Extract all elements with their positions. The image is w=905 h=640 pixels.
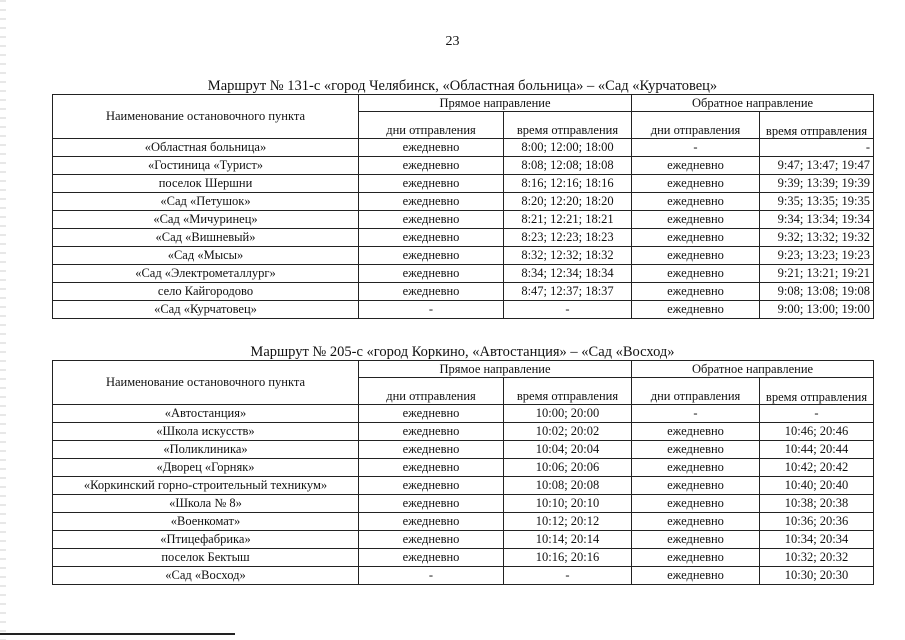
backward-days-cell: ежедневно <box>632 283 760 301</box>
backward-days-cell: ежедневно <box>632 211 760 229</box>
stop-name-cell: «Автостанция» <box>53 405 359 423</box>
route-205-rows <box>53 405 874 585</box>
backward-time-cell: 9:00; 13:00; 19:00 <box>760 301 874 319</box>
stop-name-cell: «Школа искусств» <box>53 423 359 441</box>
forward-time-cell: - <box>504 301 632 319</box>
header-forward-direction: Прямое направление <box>359 95 632 112</box>
backward-time-cell: 9:35; 13:35; 19:35 <box>760 193 874 211</box>
forward-time-cell: 10:00; 20:00 <box>504 405 632 423</box>
table-row <box>53 567 874 585</box>
route-131-section <box>52 78 873 319</box>
forward-days-cell: ежедневно <box>359 157 504 175</box>
forward-days-cell: ежедневно <box>359 247 504 265</box>
backward-time-cell: 9:21; 13:21; 19:21 <box>760 265 874 283</box>
page-bottom-rule <box>0 633 235 635</box>
forward-days-cell: ежедневно <box>359 193 504 211</box>
route-131-rows <box>53 139 874 319</box>
forward-days-cell: ежедневно <box>359 405 504 423</box>
forward-time-cell: - <box>504 567 632 585</box>
backward-time-cell: 10:42; 20:42 <box>760 459 874 477</box>
backward-time-cell: 9:39; 13:39; 19:39 <box>760 175 874 193</box>
backward-days-cell: ежедневно <box>632 477 760 495</box>
forward-time-cell: 8:32; 12:32; 18:32 <box>504 247 632 265</box>
forward-time-cell: 8:34; 12:34; 18:34 <box>504 265 632 283</box>
header-backward-days: дни отправления <box>632 378 760 405</box>
stop-name-cell: «Коркинский горно-строительный техникум» <box>53 477 359 495</box>
table-row <box>53 175 874 193</box>
forward-time-cell: 10:04; 20:04 <box>504 441 632 459</box>
forward-days-cell: ежедневно <box>359 229 504 247</box>
forward-time-cell: 10:12; 20:12 <box>504 513 632 531</box>
backward-time-cell: 9:08; 13:08; 19:08 <box>760 283 874 301</box>
stop-name-cell: «Школа № 8» <box>53 495 359 513</box>
table-row <box>53 513 874 531</box>
forward-time-cell: 10:16; 20:16 <box>504 549 632 567</box>
table-row <box>53 549 874 567</box>
backward-days-cell: ежедневно <box>632 229 760 247</box>
forward-time-cell: 8:16; 12:16; 18:16 <box>504 175 632 193</box>
stop-name-cell: «Поликлиника» <box>53 441 359 459</box>
header-backward-direction: Обратное направление <box>632 95 874 112</box>
header-stop-name: Наименование остановочного пункта <box>53 361 359 405</box>
backward-days-cell: ежедневно <box>632 423 760 441</box>
backward-days-cell: ежедневно <box>632 441 760 459</box>
table-row <box>53 193 874 211</box>
forward-days-cell: - <box>359 567 504 585</box>
forward-days-cell: - <box>359 301 504 319</box>
stop-name-cell: «Сад «Курчатовец» <box>53 301 359 319</box>
forward-days-cell: ежедневно <box>359 283 504 301</box>
forward-days-cell: ежедневно <box>359 531 504 549</box>
forward-days-cell: ежедневно <box>359 211 504 229</box>
table-row <box>53 495 874 513</box>
route-131-title: Маршрут № 131-с «город Челябинск, «Областная больница» – «Сад «Курчатовец» <box>207 78 718 94</box>
route-205-section <box>52 344 873 585</box>
stop-name-cell: поселок Шершни <box>53 175 359 193</box>
forward-time-cell: 10:10; 20:10 <box>504 495 632 513</box>
stop-name-cell: «Сад «Мичуринец» <box>53 211 359 229</box>
backward-time-cell: 10:40; 20:40 <box>760 477 874 495</box>
header-backward-time: время отправления <box>760 112 874 139</box>
header-forward-direction: Прямое направление <box>359 361 632 378</box>
header-forward-days: дни отправления <box>359 378 504 405</box>
table-row <box>53 211 874 229</box>
header-stop-name: Наименование остановочного пункта <box>53 95 359 139</box>
forward-time-cell: 10:06; 20:06 <box>504 459 632 477</box>
forward-days-cell: ежедневно <box>359 513 504 531</box>
backward-days-cell: - <box>632 139 760 157</box>
table-row <box>53 405 874 423</box>
backward-time-cell: 9:32; 13:32; 19:32 <box>760 229 874 247</box>
backward-time-cell: 10:36; 20:36 <box>760 513 874 531</box>
backward-days-cell: ежедневно <box>632 531 760 549</box>
backward-time-cell: 10:46; 20:46 <box>760 423 874 441</box>
table-row <box>53 283 874 301</box>
header-forward-time: время отправления <box>504 378 632 405</box>
table-row <box>53 441 874 459</box>
table-row <box>53 265 874 283</box>
table-row <box>53 247 874 265</box>
stop-name-cell: «Сад «Электрометаллург» <box>53 265 359 283</box>
backward-days-cell: ежедневно <box>632 567 760 585</box>
forward-days-cell: ежедневно <box>359 423 504 441</box>
stop-name-cell: «Птицефабрика» <box>53 531 359 549</box>
backward-days-cell: ежедневно <box>632 513 760 531</box>
stop-name-cell: «Дворец «Горняк» <box>53 459 359 477</box>
backward-days-cell: ежедневно <box>632 247 760 265</box>
forward-days-cell: ежедневно <box>359 139 504 157</box>
stop-name-cell: «Гостиница «Турист» <box>53 157 359 175</box>
backward-days-cell: ежедневно <box>632 265 760 283</box>
backward-days-cell: ежедневно <box>632 193 760 211</box>
backward-days-cell: ежедневно <box>632 459 760 477</box>
table-row <box>53 157 874 175</box>
forward-time-cell: 10:14; 20:14 <box>504 531 632 549</box>
backward-time-cell: 10:30; 20:30 <box>760 567 874 585</box>
backward-days-cell: ежедневно <box>632 549 760 567</box>
forward-time-cell: 10:08; 20:08 <box>504 477 632 495</box>
stop-name-cell: «Областная больница» <box>53 139 359 157</box>
table-row <box>53 229 874 247</box>
header-backward-days: дни отправления <box>632 112 760 139</box>
backward-days-cell: - <box>632 405 760 423</box>
backward-days-cell: ежедневно <box>632 157 760 175</box>
stop-name-cell: «Сад «Мысы» <box>53 247 359 265</box>
header-forward-days: дни отправления <box>359 112 504 139</box>
forward-days-cell: ежедневно <box>359 549 504 567</box>
stop-name-cell: «Сад «Петушок» <box>53 193 359 211</box>
table-row <box>53 459 874 477</box>
page-number: 23 <box>445 34 460 49</box>
backward-days-cell: ежедневно <box>632 175 760 193</box>
forward-time-cell: 8:23; 12:23; 18:23 <box>504 229 632 247</box>
forward-time-cell: 8:00; 12:00; 18:00 <box>504 139 632 157</box>
forward-days-cell: ежедневно <box>359 441 504 459</box>
backward-time-cell: 9:23; 13:23; 19:23 <box>760 247 874 265</box>
route-131-table <box>52 94 874 319</box>
backward-time-cell: - <box>760 405 874 423</box>
backward-time-cell: 10:34; 20:34 <box>760 531 874 549</box>
backward-time-cell: 9:34; 13:34; 19:34 <box>760 211 874 229</box>
forward-days-cell: ежедневно <box>359 459 504 477</box>
stop-name-cell: поселок Бектыш <box>53 549 359 567</box>
table-row <box>53 531 874 549</box>
forward-time-cell: 8:08; 12:08; 18:08 <box>504 157 632 175</box>
stop-name-cell: «Сад «Восход» <box>53 567 359 585</box>
forward-days-cell: ежедневно <box>359 175 504 193</box>
scan-edge-noise <box>0 0 6 640</box>
backward-time-cell: 10:44; 20:44 <box>760 441 874 459</box>
header-backward-time: время отправления <box>760 378 874 405</box>
forward-days-cell: ежедневно <box>359 495 504 513</box>
backward-time-cell: 10:32; 20:32 <box>760 549 874 567</box>
table-row <box>53 139 874 157</box>
forward-time-cell: 8:20; 12:20; 18:20 <box>504 193 632 211</box>
backward-time-cell: 9:47; 13:47; 19:47 <box>760 157 874 175</box>
stop-name-cell: «Военкомат» <box>53 513 359 531</box>
header-backward-direction: Обратное направление <box>632 361 874 378</box>
stop-name-cell: село Кайгородово <box>53 283 359 301</box>
backward-time-cell: - <box>760 139 874 157</box>
backward-days-cell: ежедневно <box>632 495 760 513</box>
table-row <box>53 301 874 319</box>
backward-time-cell: 10:38; 20:38 <box>760 495 874 513</box>
stop-name-cell: «Сад «Вишневый» <box>53 229 359 247</box>
backward-days-cell: ежедневно <box>632 301 760 319</box>
forward-time-cell: 8:21; 12:21; 18:21 <box>504 211 632 229</box>
table-row <box>53 477 874 495</box>
forward-days-cell: ежедневно <box>359 477 504 495</box>
table-row <box>53 423 874 441</box>
forward-days-cell: ежедневно <box>359 265 504 283</box>
forward-time-cell: 8:47; 12:37; 18:37 <box>504 283 632 301</box>
header-forward-time: время отправления <box>504 112 632 139</box>
route-205-table <box>52 360 874 585</box>
forward-time-cell: 10:02; 20:02 <box>504 423 632 441</box>
route-205-title: Маршрут № 205-с «город Коркино, «Автостанция» – «Сад «Восход» <box>250 344 675 360</box>
